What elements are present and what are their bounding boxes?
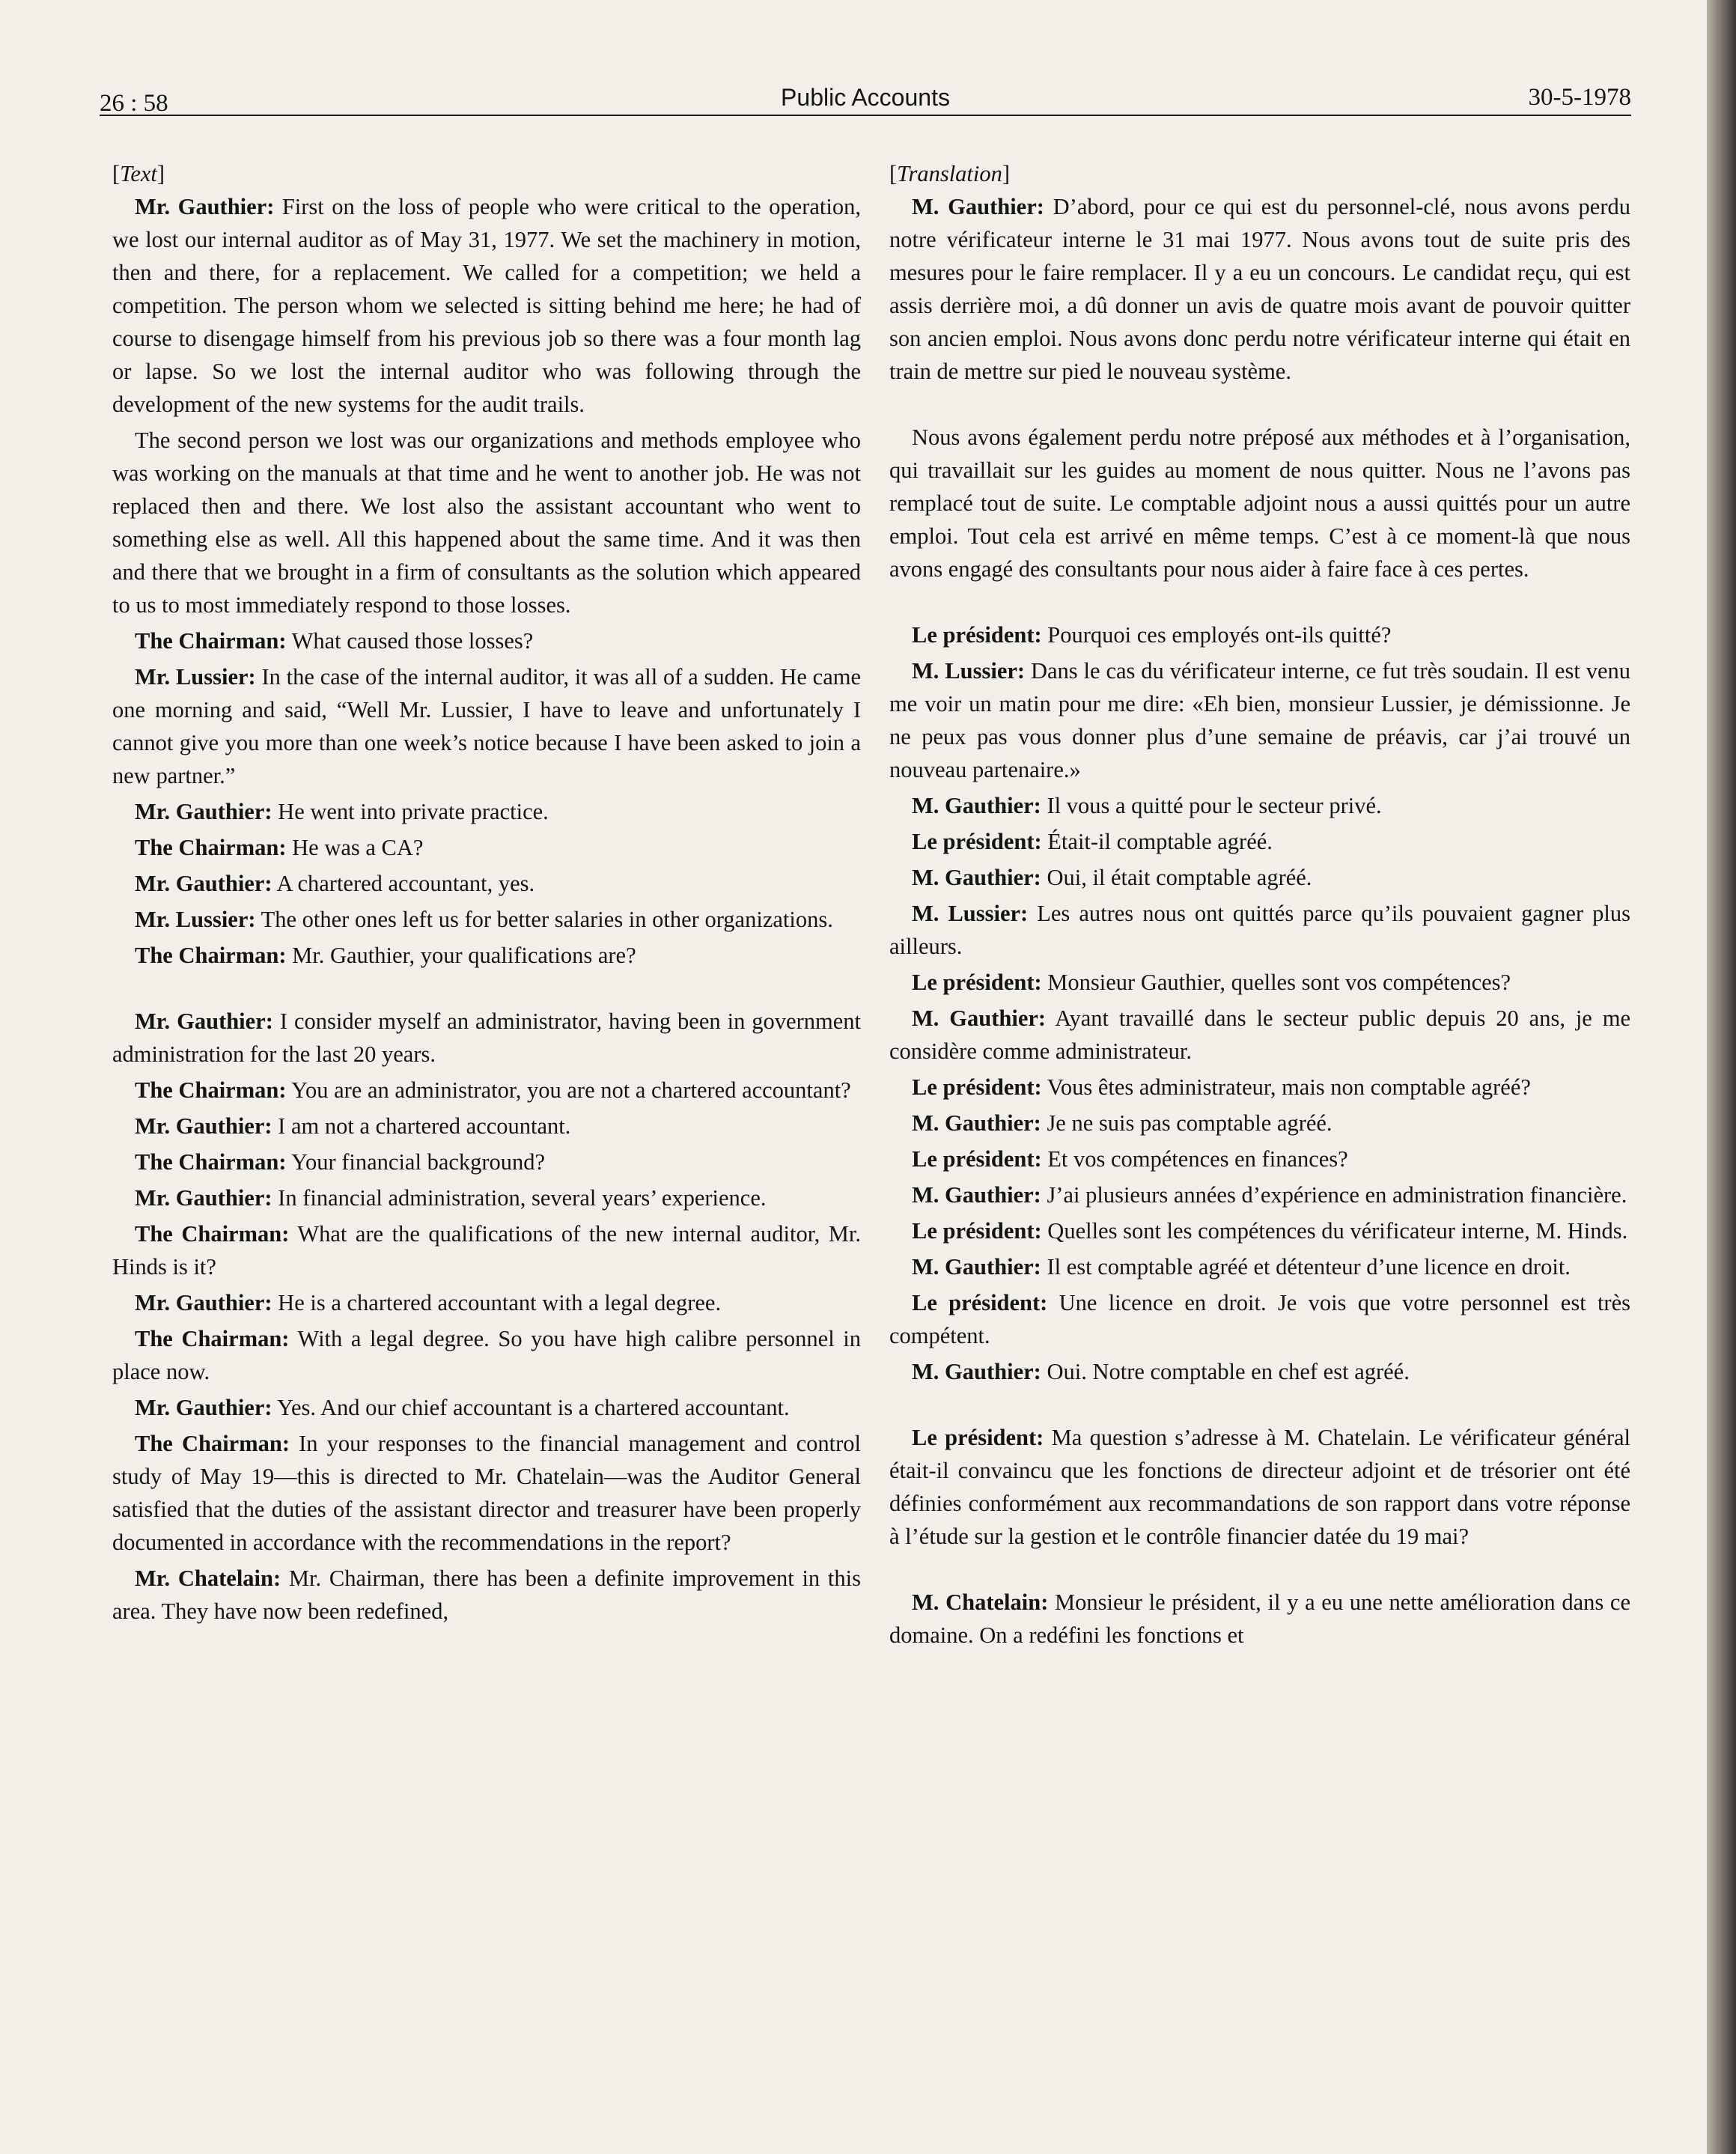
speaker-name: Mr. Gauthier: [135, 194, 275, 219]
transcript-paragraph [112, 939, 861, 972]
transcript-paragraph [889, 1143, 1630, 1175]
page-title: Public Accounts [781, 84, 950, 111]
speaker-name: The Chairman: [135, 1326, 290, 1351]
speech-text: Ayant travaillé dans le secteur public depuis 20 ans, je me considère comme administrateur. [889, 1005, 1630, 1064]
transcript-paragraph [889, 1286, 1630, 1352]
transcript-paragraph [112, 1005, 861, 1071]
speaker-name: Mr. Chatelain: [135, 1566, 281, 1591]
speaker-name: Mr. Gauthier: [135, 871, 272, 896]
speech-text: Mr. Gauthier, your qualifications are? [286, 943, 636, 968]
speech-text: What caused those losses? [286, 628, 534, 654]
speaker-name: Mr. Gauthier: [135, 1008, 273, 1034]
transcript-paragraph [112, 1181, 861, 1214]
speech-text: In your responses to the financial management and control study of May 19—this is directed to Mr. Chatelain—was the Auditor General satisfied that the duties of the assistant director and treasurer have been properly documented in accordance with the recommendations in the report? [112, 1431, 861, 1555]
transcript-paragraph [889, 1421, 1630, 1553]
page-header [100, 75, 1631, 120]
english-column [112, 157, 861, 1631]
transcript-paragraph [112, 831, 861, 864]
transcript-paragraph [112, 1391, 861, 1424]
speech-text: Il vous a quitté pour le secteur privé. [1041, 793, 1382, 818]
speech-text: With a legal degree. So you have high calibre personnel in place now. [112, 1326, 861, 1384]
speaker-name: The Chairman: [135, 835, 287, 860]
speaker-name: Mr. Gauthier: [135, 1113, 272, 1139]
transcript-paragraph [889, 1214, 1630, 1247]
transcript-paragraph [112, 867, 861, 900]
speaker-name: Mr. Lussier: [135, 664, 256, 690]
header-rule [100, 115, 1631, 116]
transcript-paragraph [889, 1355, 1630, 1388]
speaker-name: Le président: [912, 1146, 1042, 1172]
transcript-paragraph [889, 789, 1630, 822]
speech-text: He was a CA? [286, 835, 424, 860]
transcript-paragraph [889, 1178, 1630, 1211]
speaker-name: Le président: [912, 1218, 1042, 1244]
speech-text: Une licence en droit. Je vois que votre personnel est très compétent. [889, 1290, 1630, 1348]
speaker-name: The Chairman: [135, 1077, 287, 1103]
speaker-name: M. Gauthier: [912, 793, 1041, 818]
speech-text: Vous êtes administrateur, mais non comptable agréé? [1041, 1074, 1531, 1100]
transcript-paragraph [112, 624, 861, 657]
speech-text: Les autres nous ont quittés parce qu’ils pouvaient gagner plus ailleurs. [889, 901, 1631, 959]
transcript-paragraph [112, 1322, 861, 1388]
transcript-paragraph [112, 903, 861, 936]
speech-text: Mr. Chairman, there has been a definite improvement in this area. They have now been redefined, [112, 1566, 861, 1624]
speech-text: Pourquoi ces employés ont-ils quitté? [1041, 622, 1392, 648]
transcript-paragraph [112, 1427, 861, 1559]
speaker-name: Mr. Lussier: [135, 907, 256, 932]
speech-text: Monsieur Gauthier, quelles sont vos compétences? [1041, 970, 1511, 995]
speaker-name: Le président: [912, 1290, 1048, 1315]
speech-text: The second person we lost was our organizations and methods employee who was working on the manuals at that time and he went to another job. He was not replaced then and there. We lost also the assistant accountant who went to something else as well. All this happened about the same time. And it was then and there that we brought in a firm of consultants as the solution which appeared to us to most immediately respond to those losses. [112, 428, 861, 618]
transcript-paragraph [112, 424, 861, 621]
transcript-paragraph [112, 1074, 861, 1107]
transcript-paragraph [112, 1562, 861, 1628]
speech-text: Dans le cas du vérificateur interne, ce fut très soudain. Il est venu me voir un matin pour me dire: «Eh bien, monsieur Lussier, je démissionne. Je ne peux pas vous donner plus d’une semaine de préavis, car j’ai trouvé un nouveau partenaire.» [889, 658, 1630, 782]
speech-text: In the case of the internal auditor, it was all of a sudden. He came one morning and said, “Well Mr. Lussier, I have to leave and unfortunately I cannot give you more than one week’s notice because I have been asked to join a new partner.” [112, 664, 861, 788]
speaker-name: M. Gauthier: [912, 1254, 1041, 1280]
speaker-name: Le président: [912, 970, 1042, 995]
french-column [889, 157, 1630, 1655]
transcript-paragraph [112, 190, 861, 421]
transcript-paragraph [112, 1146, 861, 1178]
speech-text: Oui, il était comptable agréé. [1041, 865, 1312, 890]
speech-text: The other ones left us for better salaries in other organizations. [255, 907, 833, 932]
speech-text: A chartered accountant, yes. [272, 871, 535, 896]
speaker-name: The Chairman: [135, 628, 287, 654]
speaker-name: The Chairman: [135, 1149, 287, 1175]
speech-text: I consider myself an administrator, having been in government administration for the last 20 years. [112, 1008, 861, 1067]
speech-text: Your financial background? [286, 1149, 546, 1175]
speaker-name: Le président: [912, 1425, 1044, 1450]
speaker-name: The Chairman: [135, 1221, 290, 1247]
speech-text: I am not a chartered accountant. [272, 1113, 571, 1139]
speech-text: J’ai plusieurs années d’expérience en administration financière. [1041, 1182, 1627, 1208]
transcript-paragraph [889, 1002, 1630, 1068]
transcript-paragraph [112, 1110, 861, 1143]
speech-text: What are the qualifications of the new internal auditor, Mr. Hinds is it? [112, 1221, 861, 1280]
speaker-name: Le président: [912, 622, 1042, 648]
speaker-name: M. Chatelain: [912, 1589, 1049, 1615]
speaker-name: M. Lussier: [912, 658, 1026, 684]
speaker-name: M. Gauthier: [912, 865, 1041, 890]
transcript-paragraph [889, 861, 1630, 894]
speaker-name: Le président: [912, 829, 1042, 854]
speech-text: Et vos compétences en finances? [1041, 1146, 1348, 1172]
transcript-paragraph [889, 825, 1630, 858]
speech-text: He went into private practice. [272, 799, 549, 824]
speaker-name: M. Gauthier: [912, 194, 1044, 219]
page-number: 26 : 58 [100, 90, 168, 117]
speech-text: Ma question s’adresse à M. Chatelain. Le vérificateur général était-il convaincu que les fonctions de directeur adjoint et de trésorier ont été définies conformément aux recommandations de son rapport dans votre réponse à l’étude sur la gestion et le contrôle financier datée du 19 mai? [889, 1425, 1631, 1549]
transcript-paragraph [889, 1107, 1630, 1140]
speaker-name: Le président: [912, 1074, 1042, 1100]
transcript-paragraph [112, 1217, 861, 1283]
column-marker: [Translation] [889, 161, 1011, 186]
speech-text: First on the loss of people who were critical to the operation, we lost our internal auditor as of May 31, 1977. We set the machinery in motion, then and there, for a replacement. We called for a competition; we held a competition. The person whom we selected is sitting behind me here; he had of course to disengage himself from his previous job so there was a four month lag or lapse. So we lost the internal auditor who was following through the development of the new systems for the audit trails. [112, 194, 861, 417]
page-date: 30-5-1978 [1528, 84, 1631, 111]
transcript-paragraph [889, 618, 1630, 651]
transcript-paragraph [889, 897, 1630, 963]
speech-text: You are an administrator, you are not a chartered accountant? [286, 1077, 851, 1103]
column-marker: [Text] [112, 161, 165, 186]
speaker-name: Mr. Gauthier: [135, 1185, 272, 1211]
speaker-name: Mr. Gauthier: [135, 1290, 272, 1315]
transcript-paragraph [889, 421, 1630, 585]
speaker-name: The Chairman: [135, 943, 287, 968]
speech-text: Quelles sont les compétences du vérificateur interne, M. Hinds. [1041, 1218, 1628, 1244]
speech-text: D’abord, pour ce qui est du personnel-clé, nous avons perdu notre vérificateur interne le 31 mai 1977. Nous avons tout de suite pris des mesures pour le faire remplacer. Il y a eu un concours. Le candidat reçu, qui est assis derrière moi, a dû donner un avis de quatre mois avant de pouvoir quitter son ancien emploi. Nous avons donc perdu notre vérificateur interne qui était en train de mettre sur pied le nouveau système. [889, 194, 1630, 384]
speaker-name: Mr. Gauthier: [135, 799, 272, 824]
transcript-paragraph [889, 190, 1630, 388]
transcript-paragraph [889, 654, 1630, 786]
speech-text: In financial administration, several years’ experience. [272, 1185, 767, 1211]
speech-text: Il est comptable agréé et détenteur d’une licence en droit. [1041, 1254, 1571, 1280]
transcript-paragraph [112, 1286, 861, 1319]
speaker-name: The Chairman: [135, 1431, 290, 1456]
transcript-paragraph [889, 1586, 1630, 1652]
transcript-paragraph [112, 795, 861, 828]
speaker-name: M. Gauthier: [912, 1359, 1041, 1384]
speech-text: Yes. And our chief accountant is a chartered accountant. [272, 1395, 790, 1420]
speech-text: Oui. Notre comptable en chef est agréé. [1041, 1359, 1410, 1384]
speech-text: Nous avons également perdu notre préposé aux méthodes et à l’organisation, qui travaillait sur les guides au moment de nous quitter. Nous ne l’avons pas remplacé tout de suite. Le comptable adjoint nous a aussi quittés pour un autre emploi. Tout cela est arrivé en même temps. C’est à ce moment-là que nous avons engagé des consultants pour nous aider à faire face à ces pertes. [889, 425, 1630, 582]
speech-text: Était-il comptable agréé. [1041, 829, 1273, 854]
transcript-paragraph [889, 1250, 1630, 1283]
speech-text: He is a chartered accountant with a legal degree. [272, 1290, 722, 1315]
speaker-name: M. Gauthier: [912, 1110, 1041, 1136]
transcript-paragraph [112, 660, 861, 792]
speaker-name: Mr. Gauthier: [135, 1395, 272, 1420]
speaker-name: M. Lussier: [912, 901, 1029, 926]
speaker-name: M. Gauthier: [912, 1182, 1041, 1208]
speaker-name: M. Gauthier: [912, 1005, 1047, 1031]
transcript-paragraph [889, 966, 1630, 999]
transcript-paragraph [889, 1071, 1630, 1104]
speech-text: Monsieur le président, il y a eu une nette amélioration dans ce domaine. On a redéfini les fonctions et [889, 1589, 1630, 1648]
speech-text: Je ne suis pas comptable agréé. [1041, 1110, 1333, 1136]
page-binding-edge [1707, 0, 1736, 2154]
